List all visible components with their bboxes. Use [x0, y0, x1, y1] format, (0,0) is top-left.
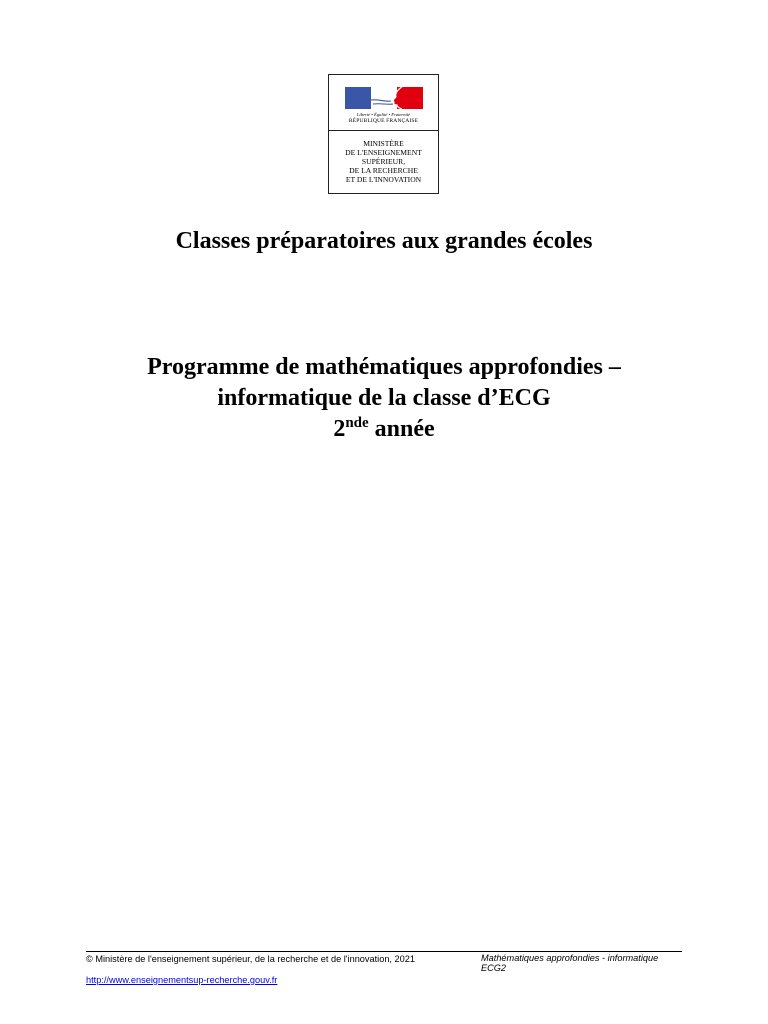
logo-republic-text: RÉPUBLIQUE FRANÇAISE	[348, 118, 419, 124]
footer-doc-title: Mathématiques approfondies - informatique ECG2	[481, 953, 659, 973]
year-number: 2	[333, 416, 346, 442]
logo-ministry-name	[329, 139, 438, 184]
logo-ministry-line: ET DE L'INNOVATION	[345, 175, 422, 184]
logo-ministry-line: DE L'ENSEIGNEMENT	[345, 148, 422, 157]
footer-copyright: © Ministère de l'enseignement supérieur, de la recherche et de l'innovation, 2021	[86, 954, 415, 964]
program-year	[0, 414, 768, 445]
footer-divider	[86, 951, 682, 952]
logo-ministry-line: MINISTÈRE	[363, 139, 404, 148]
logo-motto: Liberté • Égalité • Fraternité	[356, 112, 411, 117]
footer-website-link[interactable]: http://www.enseignementsup-recherche.gouv.fr	[86, 975, 278, 985]
page-title: Classes préparatoires aux grandes écoles	[175, 228, 593, 254]
year-suffix: nde	[345, 415, 369, 431]
marianne-flag-icon	[345, 87, 423, 109]
ministry-logo	[328, 74, 439, 194]
logo-ministry-line: SUPÉRIEUR,	[361, 157, 406, 166]
program-title	[0, 352, 768, 445]
program-title-line-1: Programme de mathématiques approfondies –	[147, 354, 621, 380]
logo-ministry-line: DE LA RECHERCHE	[349, 166, 418, 175]
program-title-line-2: informatique de la classe d’ECG	[217, 385, 551, 411]
logo-divider	[329, 130, 438, 131]
year-word: année	[368, 416, 435, 442]
